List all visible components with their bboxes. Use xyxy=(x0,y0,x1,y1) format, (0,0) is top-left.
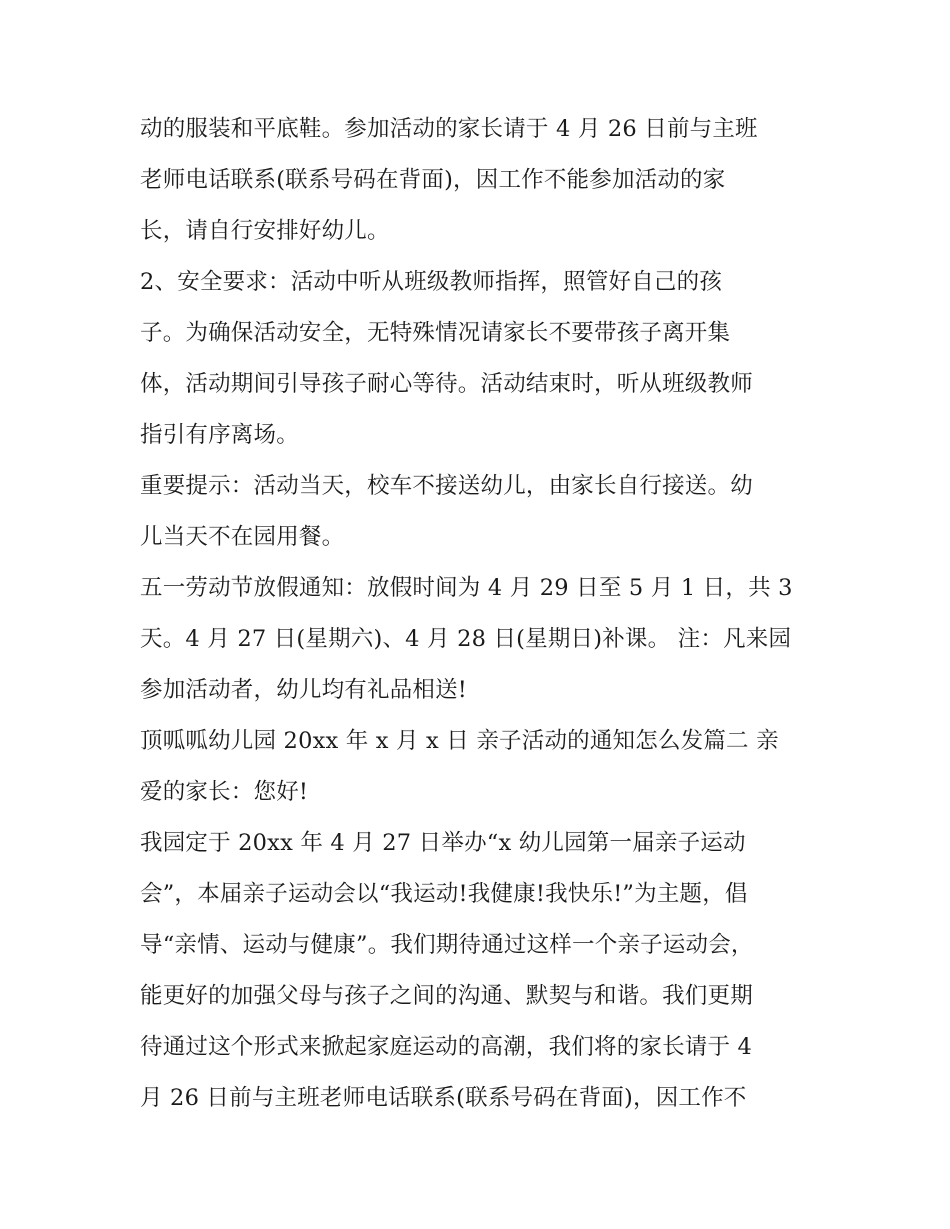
text-line: 导“亲情、运动与健康”。我们期待通过这样一个亲子运动会， xyxy=(140,932,754,958)
text-line: 会”，本届亲子运动会以“我运动!我健康!我快乐!”为主题，倡 xyxy=(140,881,748,907)
text-line: 子。为确保活动安全，无特殊情况请家长不要带孩子离开集 xyxy=(140,320,731,346)
text-line: 天。4 月 27 日(星期六)、4 月 28 日(星期日)补课。 注：凡来园 xyxy=(140,626,792,652)
text-line: 老师电话联系(联系号码在背面)，因工作不能参加活动的家 xyxy=(140,167,726,193)
text-line: 长，请自行安排好幼儿。 xyxy=(140,218,390,244)
text-line: 重要提示：活动当天，校车不接送幼儿，由家长自行接送。幼 xyxy=(140,473,753,499)
text-line: 体，活动期间引导孩子耐心等待。活动结束时，听从班级教师 xyxy=(140,371,753,397)
text-line: 爱的家长：您好! xyxy=(140,779,309,805)
text-line: 我园定于 20xx 年 4 月 27 日举办“x 幼儿园第一届亲子运动 xyxy=(140,830,746,856)
text-line: 2、安全要求：活动中听从班级教师指挥，照管好自己的孩 xyxy=(140,269,723,295)
text-line: 参加活动者，幼儿均有礼品相送! xyxy=(140,677,468,703)
text-line: 月 26 日前与主班老师电话联系(联系号码在背面)，因工作不 xyxy=(140,1085,747,1111)
text-line: 能更好的加强父母与孩子之间的沟通、默契与和谐。我们更期 xyxy=(140,983,753,1009)
text-line: 五一劳动节放假通知：放假时间为 4 月 29 日至 5 月 1 日，共 3 xyxy=(140,575,793,601)
text-line: 儿当天不在园用餐。 xyxy=(140,524,345,550)
text-line: 动的服装和平底鞋。参加活动的家长请于 4 月 26 日前与主班 xyxy=(140,116,758,142)
document-body xyxy=(140,104,820,1124)
text-line: 顶呱呱幼儿园 20xx 年 x 月 x 日 亲子活动的通知怎么发篇二 亲 xyxy=(140,728,779,754)
text-line: 待通过这个形式来掀起家庭运动的高潮，我们将的家长请于 4 xyxy=(140,1034,753,1060)
text-line: 指引有序离场。 xyxy=(140,422,299,448)
